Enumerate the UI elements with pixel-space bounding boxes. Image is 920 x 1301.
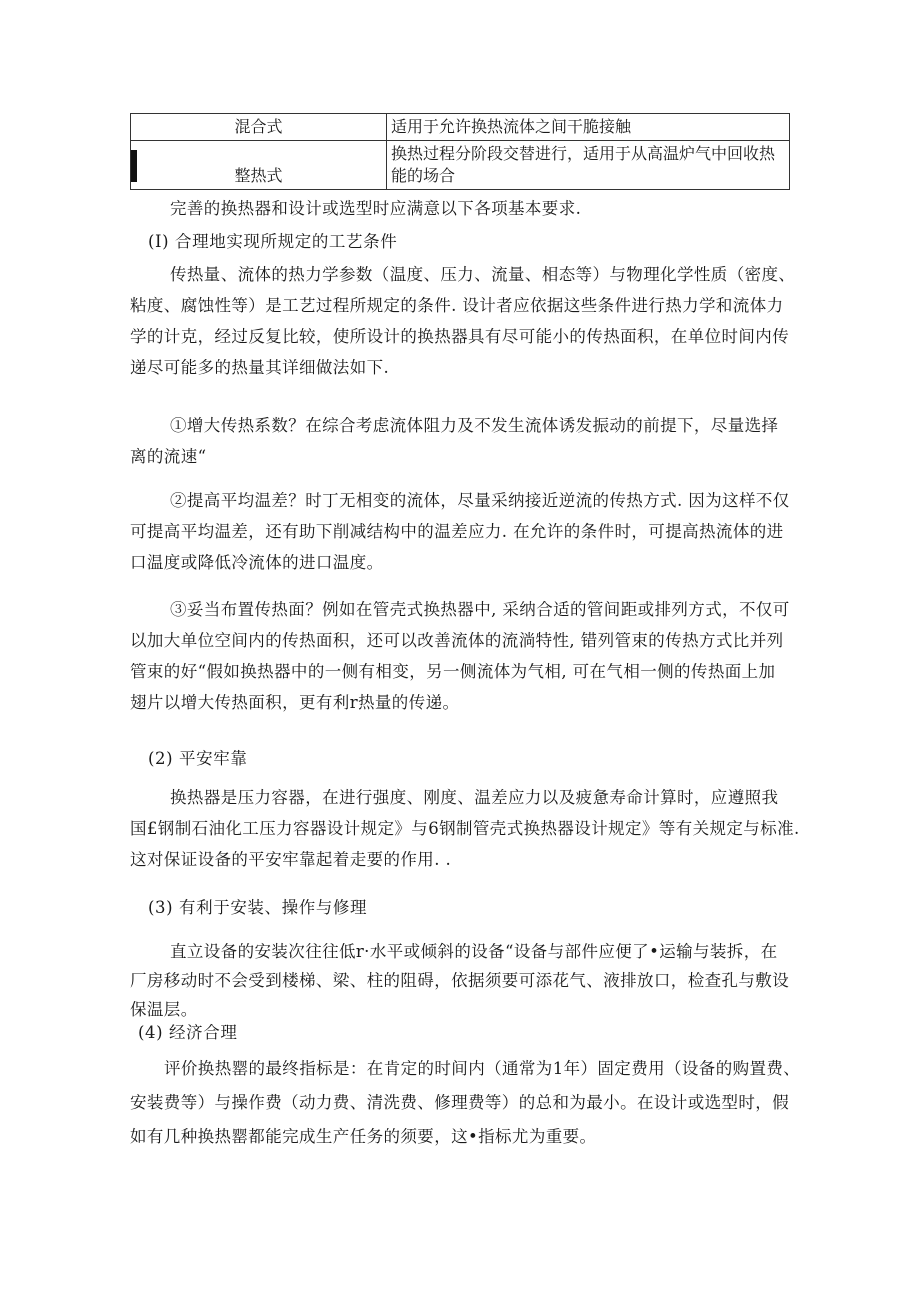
text-line: 换热器是压力容器，在进行强度、刚度、温差应力以及疲惫寿命计算时，应遵照我	[170, 788, 779, 807]
text-line: 厂房移动时不会受到楼梯、梁、柱的阻碍，依据须要可添花气、液排放口，检查孔与敷设	[130, 971, 790, 990]
item1-paragraph	[130, 410, 790, 472]
margin-mark	[131, 150, 137, 182]
text-line: 传热量、流体的热力学参数（温度、压力、流量、相态等）与物理化学性质（密度、	[170, 265, 796, 284]
text-line: ③妥当布置传热面？例如在管壳式换热器中, 采纳合适的管间距或排列方式，不仅可	[170, 600, 790, 619]
text-line: 直立设备的安装次往往低r·水平或倾斜的设备“设备与部件应便了•运输与装拆，在	[170, 942, 778, 961]
desc-line: 换热过程分阶段交替进行，适用于从高温炉气中回收热	[391, 144, 776, 163]
text-line: 保温层。	[130, 1000, 198, 1019]
item3-paragraph	[130, 594, 790, 718]
section1-paragraph	[130, 259, 796, 383]
text-line: ②提高平均温差？时丁无相变的流体，尽量采纳接近逆流的传热方式. 因为这样不仅	[170, 491, 790, 510]
intro-paragraph: 完善的换热器和设计或选型时应满意以下各项基本要求.	[170, 199, 582, 218]
type-cell: 混合式	[131, 114, 387, 141]
text-line: 粘度、腐蚀性等）是工艺过程所规定的条件. 设计者应依据这些条件进行热力学和流体力	[130, 296, 784, 315]
text-line: 这对保证设备的平安牢靠起着走要的作用. .	[130, 850, 452, 869]
text-line: 可提高平均温差，还有助下削减结构中的温差应力. 在允许的条件时，可提高热流体的进	[130, 522, 784, 541]
section4-paragraph	[130, 1052, 801, 1154]
desc-cell: 适用于允许换热流体之间干脆接触	[387, 114, 790, 141]
section1-heading: (I) 合理地实现所规定的工艺条件	[148, 232, 398, 251]
text-line: 管束的好“假如换热器中的一侧有相变，另一侧流体为气相, 可在气相一侧的传热面上加	[130, 662, 776, 681]
text-line: ①增大传热系数？在综合考虑流体阻力及不发生流体诱发振动的前提下，尽量选择	[170, 416, 779, 435]
item2-paragraph	[130, 485, 790, 578]
text-line: 安装费等）与操作费（动力费、清洗费、修理费等）的总和为最小。在设计或选型时，假	[130, 1093, 790, 1112]
type-cell: 整热式	[131, 141, 387, 190]
exchanger-type-table	[130, 113, 790, 190]
table-row	[131, 114, 790, 141]
table-row	[131, 141, 790, 190]
text-line: 评价换热罂的最终指标是：在肯定的时间内（通常为1年）固定费用（设备的购置费、	[164, 1059, 801, 1078]
section4-heading: (4) 经济合理	[138, 1023, 238, 1042]
text-line: 离的流速“	[130, 447, 207, 466]
section3-paragraph	[130, 937, 790, 1024]
section3-heading: (3) 有利于安装、操作与修理	[148, 898, 368, 917]
text-line: 翅片以增大传热面积，更有利r热量的传递。	[130, 693, 460, 712]
section2-paragraph	[130, 782, 800, 875]
desc-cell	[387, 141, 790, 190]
section2-heading: (2) 平安牢靠	[148, 749, 248, 768]
text-line: 递尽可能多的热量其详细做法如下.	[130, 358, 390, 377]
text-line: 国£钢制石油化工压力容器设计规定》与6钢制管壳式换热器设计规定》等有关规定与标准.	[130, 819, 800, 838]
text-line: 以加大单位空间内的传热面积，还可以改善流体的流淌特性, 错列管束的传热方式比并列	[130, 631, 784, 650]
text-line: 学的计克，经过反复比较，使所设计的换热器具有尽可能小的传热面积，在单位时间内传	[130, 327, 790, 346]
desc-line: 能的场合	[391, 166, 456, 185]
text-line: 口温度或降低冷流体的进口温度。	[130, 553, 384, 572]
text-line: 如有几种换热罂都能完成生产任务的须要，这•指标尤为重要。	[130, 1127, 597, 1146]
